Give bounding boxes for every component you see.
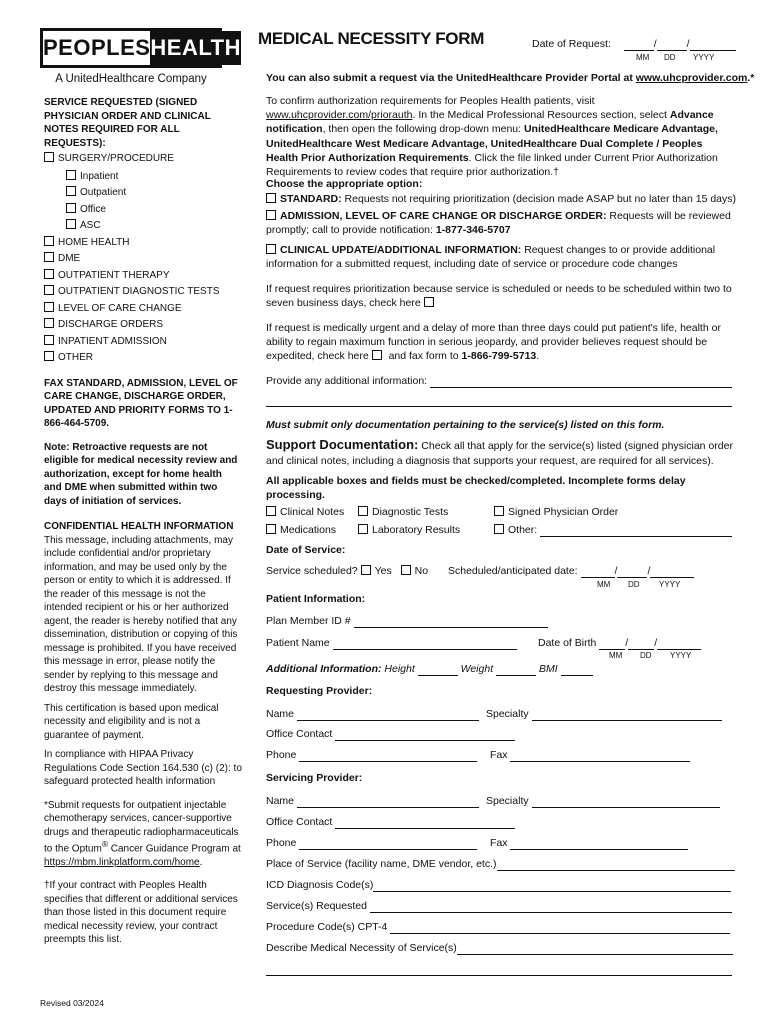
req-name-row: Name [266,707,479,721]
patient-info-heading: Patient Information: [266,593,366,605]
srv-fax-row: Fax [490,836,688,850]
dme-checkbox[interactable]: DME [44,252,242,266]
portal-note: You can also submit a request via the UnitedHealthcare Provider Portal at www.uhcprovider.com.* [266,72,755,84]
standard-option[interactable]: STANDARD: Requests not requiring prioritization (decision made ASAP but no later than 15 days) [266,192,736,206]
weight-input[interactable] [496,675,536,676]
dor-dd-sub: DD [664,53,676,62]
dor-yyyy-sub: YYYY [693,53,715,62]
level-of-care-checkbox[interactable]: LEVEL OF CARE CHANGE [44,302,242,316]
optum-link[interactable]: https://mbm.linkplatform.com/home [44,856,200,868]
revised-date: Revised 03/2024 [40,998,104,1008]
discharge-orders-checkbox[interactable]: DISCHARGE ORDERS [44,318,242,332]
req-contact-row: Office Contact [266,727,515,741]
additional-info-line-2[interactable] [266,406,732,407]
place-of-service-input[interactable] [497,870,735,871]
retro-note: Note: Retroactive requests are not eligible for medical necessity review and authorization, except for home health and DME when submitted within two days of initiation of services. [44,441,238,507]
options-heading: Choose the appropriate option: [266,178,423,190]
urgent-request: If request is medically urgent and a delay of more than three days could put patient's life, health or ability to regain maximum function in serious jeopardy, and provider believes request should be expedited, check here and fax form to 1-866-799-5713. [266,322,721,363]
date-of-request-mm-input[interactable] [624,50,654,51]
icd-row: ICD Diagnosis Code(s) [266,878,731,892]
outpatient-diagnostic-checkbox[interactable]: OUTPATIENT DIAGNOSTIC TESTS [44,285,242,299]
signed-order-checkbox[interactable]: Signed Physician Order [494,505,618,519]
dos-dd-sub: DD [628,580,640,589]
service-scheduled-row: Service scheduled? Yes No [266,565,429,577]
dos-mm-sub: MM [597,580,611,589]
dor-mm-sub: MM [636,53,650,62]
cpt-input[interactable] [390,933,730,934]
additional-patient-info-row: Additional Information: Height Weight BMI [266,662,593,676]
must-submit-note: Must submit only documentation pertaining to the service(s) listed on this form. [266,419,665,431]
certification-note: This certification is based upon medical necessity and eligibility and is not a guarantee of payment. [44,702,219,741]
req-fax-input[interactable] [510,761,690,762]
dob-row: Date of Birth / / [538,636,701,650]
plan-member-id-row: Plan Member ID # [266,614,548,628]
dob-yyyy-sub: YYYY [670,651,692,660]
services-requested-row: Service(s) Requested [266,899,732,913]
additional-info-input[interactable] [430,387,732,388]
priority-two-seven-days: If request requires prioritization because service is scheduled or needs to be scheduled within two to seven business days, check here [266,283,732,310]
place-of-service-row: Place of Service (facility name, DME vendor, etc.) [266,857,735,871]
srv-phone-row: Phone [266,836,477,850]
outpatient-therapy-checkbox[interactable]: OUTPATIENT THERAPY [44,269,242,283]
date-of-request-yyyy-input[interactable] [690,50,736,51]
left-column [44,96,242,953]
home-health-checkbox[interactable]: HOME HEALTH [44,236,242,250]
patient-name-input[interactable] [333,649,517,650]
form-title: MEDICAL NECESSITY FORM [258,29,485,48]
fax-note: FAX STANDARD, ADMISSION, LEVEL OF CARE CHANGE, DISCHARGE ORDER, UPDATED AND PRIORITY FORMS TO 1-866-464-5709. [44,377,238,429]
srv-phone-input[interactable] [299,849,477,850]
surgery-checkbox[interactable]: SURGERY/PROCEDURE [44,152,242,166]
srv-specialty-row: Specialty [486,794,720,808]
srv-contact-input[interactable] [335,828,515,829]
other-doc-checkbox[interactable]: Other: [494,523,732,537]
describe-line-2[interactable] [266,975,732,976]
dob-dd-sub: DD [640,651,652,660]
srv-contact-row: Office Contact [266,815,515,829]
req-contact-input[interactable] [335,740,515,741]
date-of-request: Date of Request: / / [532,37,736,51]
additional-info-row: Provide any additional information: [266,374,732,388]
scheduled-no-checkbox[interactable] [401,565,411,575]
admission-option[interactable]: ADMISSION, LEVEL OF CARE CHANGE OR DISCHARGE ORDER: Requests will be reviewed promptly; call to provide notification: 1-877-346-5707 [266,210,731,237]
req-fax-row: Fax [490,748,690,762]
service-requested-heading: SERVICE REQUESTED (SIGNED PHYSICIAN ORDER AND CLINICAL NOTES REQUIRED FOR ALL REQUESTS): [44,97,211,149]
anticipated-yyyy-input[interactable] [650,577,694,578]
describe-input[interactable] [457,954,733,955]
priority-checkbox[interactable] [424,297,434,307]
dos-yyyy-sub: YYYY [659,580,681,589]
srv-specialty-input[interactable] [532,807,720,808]
support-doc-paragraph: Support Documentation: Check all that apply for the service(s) listed (signed physician order and clinical notes, including a diagnosis that supports your request, are required for all services). [266,437,733,467]
req-specialty-input[interactable] [532,720,722,721]
plan-member-id-input[interactable] [354,627,548,628]
contract-note: †If your contract with Peoples Health specifies that different or additional services than those listed in this document require medical necessity review, your contract preempts this list. [44,880,238,946]
other-checkbox[interactable]: OTHER [44,351,242,365]
intro-paragraph: To confirm authorization requirements for Peoples Health patients, visit www.uhcprovider.com/priorauth. In the Medical Professional Resources section, select Advance notification, then open the following drop-down menu: UnitedHealthcare Medicare Advantage, UnitedHealthcare West Medicare Advantage, UnitedHealthcare Dual Complete / Peoples Health Prior Authorization Requirements. Click the file linked under Current Prior Authorization Requirements to review codes that require prior authorization.† [266,95,718,178]
confidential-heading: CONFIDENTIAL HEALTH INFORMATION [44,521,234,532]
srv-name-row: Name [266,794,479,808]
office-checkbox[interactable]: Office [44,203,242,217]
optum-note: *Submit requests for outpatient injectable chemotherapy services, cancer-supportive drugs and therapeutic radiopharmaceuticals to the Optum® Cancer Guidance Program at https://mbm.linkplatform.com/home. [44,799,241,868]
scheduled-yes-checkbox[interactable] [361,565,371,575]
inpatient-checkbox[interactable]: Inpatient [44,170,242,184]
cpt-row: Procedure Code(s) CPT-4 [266,920,730,934]
height-input[interactable] [418,675,458,676]
logo-tagline: A UnitedHealthcare Company [55,73,207,85]
diagnostic-tests-checkbox[interactable]: Diagnostic Tests [358,505,448,519]
logo-right-text: HEALTH [150,31,241,65]
srv-name-input[interactable] [297,807,479,808]
inpatient-admission-checkbox[interactable]: INPATIENT ADMISSION [44,335,242,349]
clinical-update-option[interactable]: CLINICAL UPDATE/ADDITIONAL INFORMATION: Request changes to or provide additional information for a submitted request, including date of service or procedure code changes [266,244,716,271]
services-requested-input[interactable] [370,912,732,913]
date-of-service-heading: Date of Service: [266,544,346,556]
lab-results-checkbox[interactable]: Laboratory Results [358,523,460,537]
req-phone-input[interactable] [299,761,477,762]
applicable-note: All applicable boxes and fields must be checked/completed. Incomplete forms delay processing. [266,475,686,502]
anticipated-dd-input[interactable] [617,577,647,578]
portal-link[interactable]: www.uhcprovider.com [635,72,748,84]
medications-checkbox[interactable]: Medications [266,523,336,537]
confidential-text: This message, including attachments, may include confidential and/or proprietary information, and may be used only by the person or entity to which it is addressed. If the reader of this message is not the intended recipient or his or her authorized agent, the reader is hereby notified that any dissemination, distribution or copying of this message is prohibited. If you have received this message in error, please notify the sender by replying to this message and destroy this message immediately. [44,534,238,694]
icd-input[interactable] [373,891,731,892]
hipaa-note: In compliance with HIPAA Privacy Regulations Code Section 164.530 (c) (2): to safeguard protected health information [44,749,242,787]
req-name-input[interactable] [297,720,479,721]
anticipated-mm-input[interactable] [581,577,615,578]
asc-checkbox[interactable]: ASC [44,219,242,233]
srv-fax-input[interactable] [510,849,688,850]
date-of-request-label: Date of Request: [532,38,611,50]
req-specialty-row: Specialty [486,707,722,721]
outpatient-checkbox[interactable]: Outpatient [44,186,242,200]
priorauth-link[interactable]: www.uhcprovider.com/priorauth [266,109,413,122]
describe-row: Describe Medical Necessity of Service(s) [266,941,733,955]
req-phone-row: Phone [266,748,477,762]
peoples-health-logo [40,28,242,68]
urgent-checkbox[interactable] [372,350,382,360]
logo-left-text: PEOPLES [43,35,151,61]
bmi-input[interactable] [561,675,593,676]
clinical-notes-checkbox[interactable]: Clinical Notes [266,505,344,519]
dob-mm-sub: MM [609,651,623,660]
patient-name-row: Patient Name [266,636,517,650]
other-doc-input[interactable] [540,536,732,537]
anticipated-date-row: Scheduled/anticipated date: / / [448,564,694,578]
date-of-request-dd-input[interactable] [657,50,687,51]
servicing-provider-heading: Servicing Provider: [266,772,363,784]
requesting-provider-heading: Requesting Provider: [266,685,373,697]
